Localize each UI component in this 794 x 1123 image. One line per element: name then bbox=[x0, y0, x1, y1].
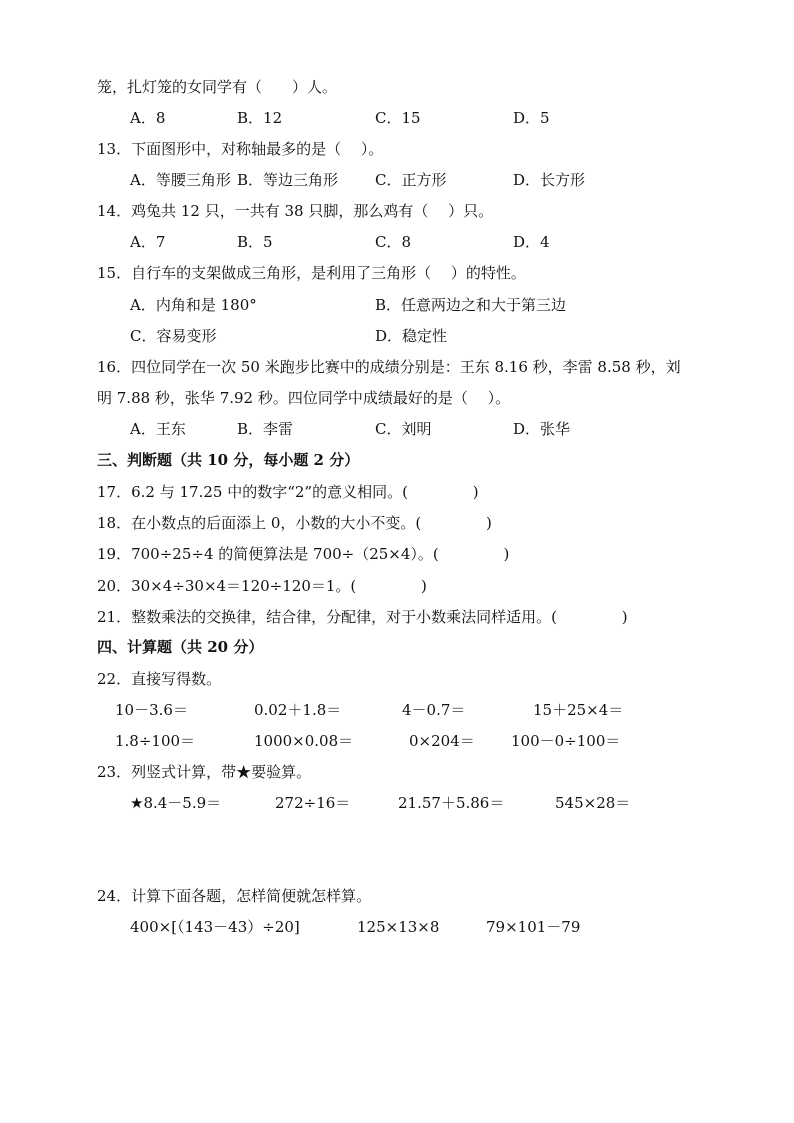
expression: 1000×0.08＝ bbox=[254, 732, 354, 750]
option-b: B．李雷 bbox=[237, 420, 294, 438]
option-c: C．容易变形 bbox=[130, 327, 217, 345]
option-b: B．12 bbox=[237, 109, 283, 127]
expression: 545×28＝ bbox=[555, 794, 631, 812]
option-a: A．8 bbox=[130, 109, 166, 127]
question-22: 22．直接写得数。 bbox=[97, 670, 222, 688]
option-c: C．8 bbox=[375, 233, 412, 251]
option-d: D．4 bbox=[513, 233, 550, 251]
expression: 4－0.7＝ bbox=[402, 701, 466, 719]
option-a: A．王东 bbox=[130, 420, 186, 438]
expression: 0.02＋1.8＝ bbox=[254, 701, 342, 719]
option-d: D．长方形 bbox=[513, 171, 586, 189]
question-16-line-1: 16．四位同学在一次 50 米跑步比赛中的成绩分别是：王东 8.16 秒，李雷 8.58 秒，刘 bbox=[97, 358, 681, 376]
continued-question-text: 笼，扎灯笼的女同学有（ ）人。 bbox=[97, 78, 338, 96]
expression: ★8.4－5.9＝ bbox=[130, 794, 222, 812]
expression: 272÷16＝ bbox=[275, 794, 351, 812]
option-d: D．张华 bbox=[513, 420, 571, 438]
option-c: C．15 bbox=[375, 109, 421, 127]
question-18: 18．在小数点的后面添上 0，小数的大小不变。( ) bbox=[97, 514, 492, 532]
section-3-heading: 三、判断题（共 10 分，每小题 2 分） bbox=[97, 451, 360, 469]
question-24: 24．计算下面各题，怎样简便就怎样算。 bbox=[97, 887, 372, 905]
option-c: C．刘明 bbox=[375, 420, 432, 438]
question-20: 20．30×4÷30×4＝120÷120＝1。( ) bbox=[97, 577, 427, 595]
question-14: 14．鸡兔共 12 只，一共有 38 只脚，那么鸡有（ ）只。 bbox=[97, 202, 494, 220]
expression: 0×204＝ bbox=[409, 732, 475, 750]
expression: 79×101－79 bbox=[486, 918, 581, 936]
expression: 15＋25×4＝ bbox=[533, 701, 624, 719]
option-a: A．7 bbox=[130, 233, 166, 251]
expression: 100－0÷100＝ bbox=[511, 732, 621, 750]
expression: 1.8÷100＝ bbox=[115, 732, 196, 750]
option-b: B．任意两边之和大于第三边 bbox=[375, 296, 567, 314]
question-13: 13．下面图形中，对称轴最多的是（ ）。 bbox=[97, 140, 384, 158]
question-23: 23．列竖式计算，带★要验算。 bbox=[97, 763, 312, 781]
section-4-heading: 四、计算题（共 20 分） bbox=[97, 638, 264, 656]
option-a: A．内角和是 180° bbox=[130, 296, 257, 314]
expression: 10－3.6＝ bbox=[115, 701, 188, 719]
expression: 21.57＋5.86＝ bbox=[398, 794, 505, 812]
question-19: 19．700÷25÷4 的简便算法是 700÷（25×4）。( ) bbox=[97, 545, 510, 563]
question-17: 17．6.2 与 17.25 中的数字“2”的意义相同。( ) bbox=[97, 483, 479, 501]
option-d: D．5 bbox=[513, 109, 550, 127]
expression: 400×[（143－43）÷20] bbox=[130, 918, 300, 936]
expression: 125×13×8 bbox=[357, 918, 440, 936]
question-21: 21．整数乘法的交换律，结合律，分配律，对于小数乘法同样适用。( ) bbox=[97, 608, 628, 626]
option-b: B．等边三角形 bbox=[237, 171, 339, 189]
question-16-line-2: 明 7.88 秒，张华 7.92 秒。四位同学中成绩最好的是（ ）。 bbox=[97, 389, 511, 407]
question-15: 15．自行车的支架做成三角形，是利用了三角形（ ）的特性。 bbox=[97, 264, 526, 282]
option-d: D．稳定性 bbox=[375, 327, 448, 345]
option-b: B．5 bbox=[237, 233, 273, 251]
option-a: A．等腰三角形 bbox=[130, 171, 231, 189]
option-c: C．正方形 bbox=[375, 171, 447, 189]
